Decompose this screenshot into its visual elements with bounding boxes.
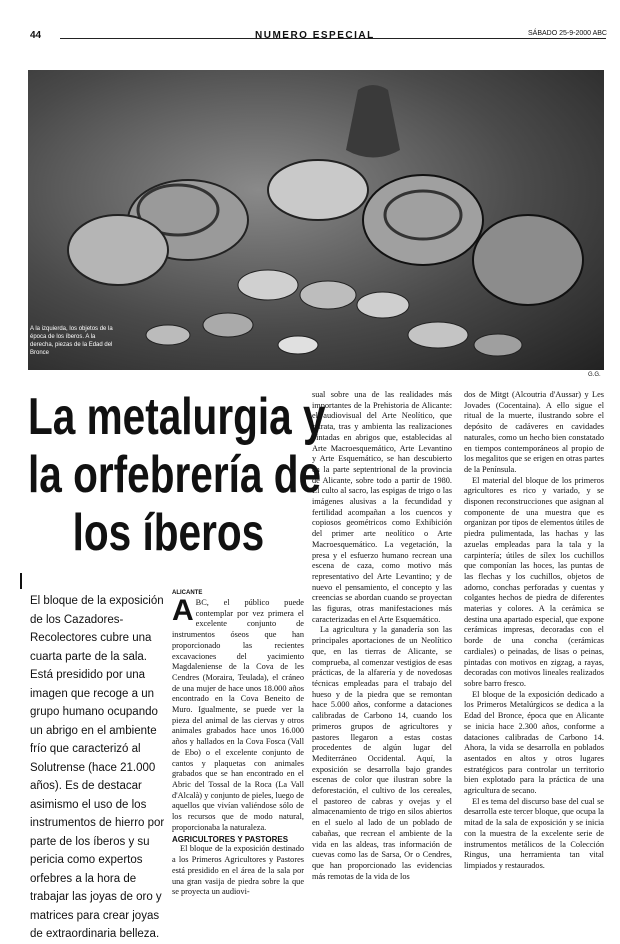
body-text: El material del bloque de los primeros agricultores es rico y variado, y se disponen reconstrucciones que asignan al componente de una muestra que es organizan por tipos de elementos útiles de piedra pulimentada, las hachas y las azuelas empleadas para la tala y la carpintería; útiles de sílex los cuchillos que componían las hoces, las puntas de las flechas y los cuchillos, objetos de adorno, conchas perforadas y cuentas y colgantes hechos de piedra de diferentes materias y colores. A la cerámica se destina una apartado especial, que expone cerámicas impresas, decoradas con el borde de una concha (cerámicas cardiales) o peinadas, de lisas o peinas, pintadas con motivos en zigzag, a rayas, decoradas con motivos lineales realizados sobre barro fresco.: [464, 475, 604, 688]
body-text: La agricultura y la ganadería son las principales aportaciones de un Neolítico que, en las tierras de Alicante, se comprueba, al comenzar vestigios de esas prácticas, de la alfarería y de novedosas técnicas empleadas para el trabajo del hueso y de la piedra que se remontan hace 5.000 años, conforme a dataciones calibradas de Carbono 14, cuando los primeros grupos de agricultores y pastores llegaron a estas costas procedentes de algún lugar del Mediterráneo Occidental. Aquí, la exposición se desarrolla bajo grandes escenas de color que ilustran sobre la deforestación, el cultivo de los cereales, el pastoreo de cabras y ovejas y el almacenamiento de trigo en silos abiertos en el suelo al lado de un poblado de cabañas, que recrean el ambiente de la vida en las aldeas, tras información de cuevas como las de Sarsa, Or o Cendres, que han proporcionado las evidencias más remotas de la vida de los: [312, 625, 452, 881]
body-text: sual sobre una de las realidades más importantes de la Prehistoria de Alicante: el audiovisual del Arte Neolítico, que retrata, tras y ambienta las realizaciones pintadas en abrigos que, establecidas al Arte Macroesquemático, Arte Levantino y Arte Esquemático, se han descubierto en la parte septentrional de la provincia de Alicante, sobre todo a partir de 1980. El culto al sacro, las espigas de trigo o las imágenes alusivas a la fecundidad y fertilidad acompañan a los cuencos y copiosos geométricos como Exhibición del primer arte neolítico o Arte Macroesquemático. La vegetación, la presa y el esfuerzo humano recrean una escena de caza, como motivo más representativo del Arte Levantino; y de nuevo el pensamiento, el concepto y las creencias se abordan cuando se proyectan las figuras, otras manifestaciones más caracterizadas en el Arte Esquemático.: [312, 390, 452, 624]
body-column-3: [464, 390, 604, 872]
body-text: dos de Mitgt (Alcoutria d'Aussar) y Les Jovades (Cocentaina). A ello sigue el ritual de la muerte, ilustrando sobre el depósito de cadáveres en cavidades naturales, como un hecho bien constatado en tiempos contemporáneos al propio de los megalitos que se erigen en otras partes de la Península.: [464, 390, 604, 474]
headline-line-1: La metalurgia y: [28, 388, 326, 446]
standfirst-rule: [20, 573, 22, 589]
headline: [28, 388, 326, 562]
standfirst: El bloque de la exposición de los Cazadores-Recolectores cubre una cuarta parte de la sala. Está presidido por una imagen que recoge a un grupo humano ocupando un abrigo en el ambiente frío que caracterizó al Solutrense (hace 21.000 años). Es de destacar asimismo el uso de los instrumentos de hierro por parte de los íberos y su pericia como expertos orfebres a la hora de trabajar las joyas de oro y matrices para crear joyas de extraordinaria belleza.: [30, 595, 165, 940]
body-text: BC, el público puede contemplar por vez primera el excelente conjunto de instrumentos óseos que han proporcionado las recientes excavaciones del yacimiento Magdaleniense de la Cova de les Cendres (Moraira, Teulada), el cráneo de una mujer de hace unos 18.000 años encontrado en la Cova Beneito de Muro. Igualmente, se puede ver la pieza del animal de las ciervas y otros animales grabados hace unos 16.000 años y hallados en la Cova Fosca (Vall de Ebo) o el excelente conjunto de cantos y plaquetas con animales grabados que se han encontrado en el Abric del Tossal de la Roca (La Vall d'Alcalà) y conjunto de pieles, luego de aquellos que vivían valiéndose sólo de los recursos que de modo natural, proporcionaba la naturaleza.: [172, 598, 304, 832]
body-text: El bloque de la exposición destinado a los Primeros Agricultores y Pastores está presidido en el área de la sala por una gran vasija de piedra sobre la que se proyecta un audiovi-: [172, 844, 304, 897]
dateline: SÁBADO 25-9-2000 ABC: [528, 30, 607, 37]
body-text: El bloque de la exposición dedicado a los Primeros Metalúrgicos se dedica a la Edad del Bronce, época que en Alicante se inicia hace 2.300 años, conforme a dataciones calibradas de Carbono 14. Ahora, la vida se desarrolla en poblados asentados en altos y otros lugares estratégicos para controlar un territorio bien explotado para la práctica de una agricultura de secano.: [464, 689, 604, 796]
photo-caption: A la izquierda, los objetos de la época de los íberos. A la derecha, piezas de la Edad del Bronce: [30, 326, 113, 356]
subheading: AGRICULTORES Y PASTORES: [172, 835, 289, 845]
drop-cap: A: [172, 594, 194, 627]
headline-line-2: la orfebrería de: [28, 446, 322, 504]
headline-line-3: los íberos: [72, 504, 265, 562]
body-column-2: [312, 390, 452, 882]
photo-credit: G.G.: [588, 372, 601, 378]
page-number: 44: [30, 30, 42, 41]
section-title: NUMERO ESPECIAL: [255, 30, 375, 41]
body-text: El es tema del discurso base del cual se desarrolla este tercer bloque, que ocupa la mitad de la sala de exposición y se inicia con la muestra de la excelente serie de instrumentos metálicos de la Colección Ringus, una herramienta tan vital limpiados y restaurados.: [464, 796, 604, 870]
author-byline: ALICANTE: [172, 590, 203, 596]
body-column-1: [172, 590, 304, 898]
